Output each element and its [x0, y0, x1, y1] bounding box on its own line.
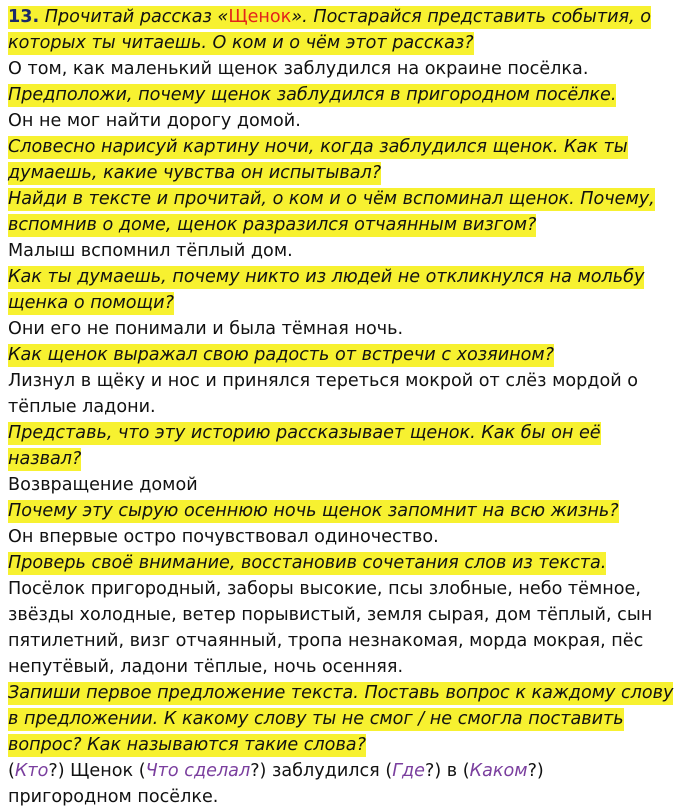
answer-8: Он впервые остро почувствовал одиночество.: [8, 527, 439, 547]
question-7-line-1: [8, 420, 690, 446]
answer-6-line-2: тёплые ладони.: [8, 397, 156, 417]
question-text: в предложении. К какому слову ты не смог / не смогла поставить: [8, 709, 624, 729]
answer-text: ?): [527, 761, 544, 781]
question-text: Как щенок выражал свою радость от встречи с хозяином?: [8, 345, 555, 365]
answer-6-line-1: Лизнул в щёку и нос и принялся тереться мокрой от слёз мордой о: [8, 371, 639, 391]
question-text: щенка о помощи?: [8, 293, 174, 313]
question-10-line-2: [8, 706, 690, 732]
question-3-line-1: [8, 134, 690, 160]
question-10-line-1: [8, 680, 690, 706]
question-9: [8, 550, 690, 576]
question-text: Найди в тексте и прочитай, о ком и о чём вспоминал щенок. Почему,: [8, 189, 655, 209]
answer-9-line-1: Посёлок пригородный, заборы высокие, псы злобные, небо тёмное,: [8, 579, 641, 599]
answer-1: О том, как маленький щенок заблудился на окраине посёлка.: [8, 59, 589, 79]
question-text: Представь, что эту историю рассказывает щенок. Как бы он её: [8, 423, 601, 443]
answer-text: ?) в (: [425, 761, 470, 781]
question-4-line-2: [8, 212, 690, 238]
question-4-line-1: [8, 186, 690, 212]
question-text: Словесно нарисуй картину ночи, когда заблудился щенок. Как ты: [8, 137, 628, 157]
question-10-line-3: [8, 732, 690, 758]
question-6: [8, 342, 690, 368]
question-text: Проверь своё внимание, восстановив сочетания слов из текста.: [8, 553, 607, 573]
question-word: Каком: [469, 761, 528, 781]
answer-7: Возвращение домой: [8, 475, 198, 495]
answer-10-line-2: пригородном посёлке.: [8, 787, 219, 807]
question-word: Что сделал: [145, 761, 251, 781]
question-3-line-2: [8, 160, 690, 186]
story-title: Щенок: [228, 7, 292, 27]
question-5-line-1: [8, 264, 690, 290]
question-1-line-2: [8, 30, 690, 56]
answer-5: Они его не понимали и была тёмная ночь.: [8, 319, 404, 339]
answer-9-line-2: звёзды холодные, ветер порывистый, земля сырая, дом тёплый, сын: [8, 605, 653, 625]
answer-text: ?) заблудился (: [250, 761, 393, 781]
question-8: [8, 498, 690, 524]
question-text: думаешь, какие чувства он испытывал?: [8, 163, 382, 183]
question-word: Где: [392, 761, 426, 781]
question-text: вопрос? Как называются такие слова?: [8, 735, 366, 755]
question-5-line-2: [8, 290, 690, 316]
answer-text: (: [8, 761, 15, 781]
highlight: [8, 6, 651, 29]
question-text: Запиши первое предложение текста. Поставь вопрос к каждому слову: [8, 683, 674, 703]
answer-4: Малыш вспомнил тёплый дом.: [8, 241, 293, 261]
exercise-number: 13.: [8, 7, 40, 27]
question-text: Как ты думаешь, почему никто из людей не откликнулся на мольбу: [8, 267, 645, 287]
question-text: Почему эту сырую осеннюю ночь щенок запомнит на всю жизнь?: [8, 501, 619, 521]
answer-9-line-3: пятилетний, визг отчаянный, тропа незнакомая, морда мокрая, пёс: [8, 631, 644, 651]
question-text: которых ты читаешь. О ком и о чём этот рассказ?: [8, 33, 474, 53]
answer-2: Он не мог найти дорогу домой.: [8, 111, 301, 131]
question-1-line-1: [8, 4, 690, 30]
question-text: ». Постарайся представить события, о: [291, 7, 652, 27]
question-2: [8, 82, 690, 108]
question-text: назвал?: [8, 449, 82, 469]
question-text: Прочитай рассказ «: [44, 7, 229, 27]
answer-10-line-1: [8, 758, 690, 784]
question-7-line-2: [8, 446, 690, 472]
question-word: Кто: [14, 761, 49, 781]
answer-9-line-4: непутёвый, ладони тёплые, ночь осенняя.: [8, 657, 404, 677]
exercise-page: [8, 4, 690, 810]
question-text: Предположи, почему щенок заблудился в пригородном посёлке.: [8, 85, 617, 105]
question-text: вспомнив о доме, щенок разразился отчаянным визгом?: [8, 215, 537, 235]
answer-text: ?) Щенок (: [48, 761, 146, 781]
